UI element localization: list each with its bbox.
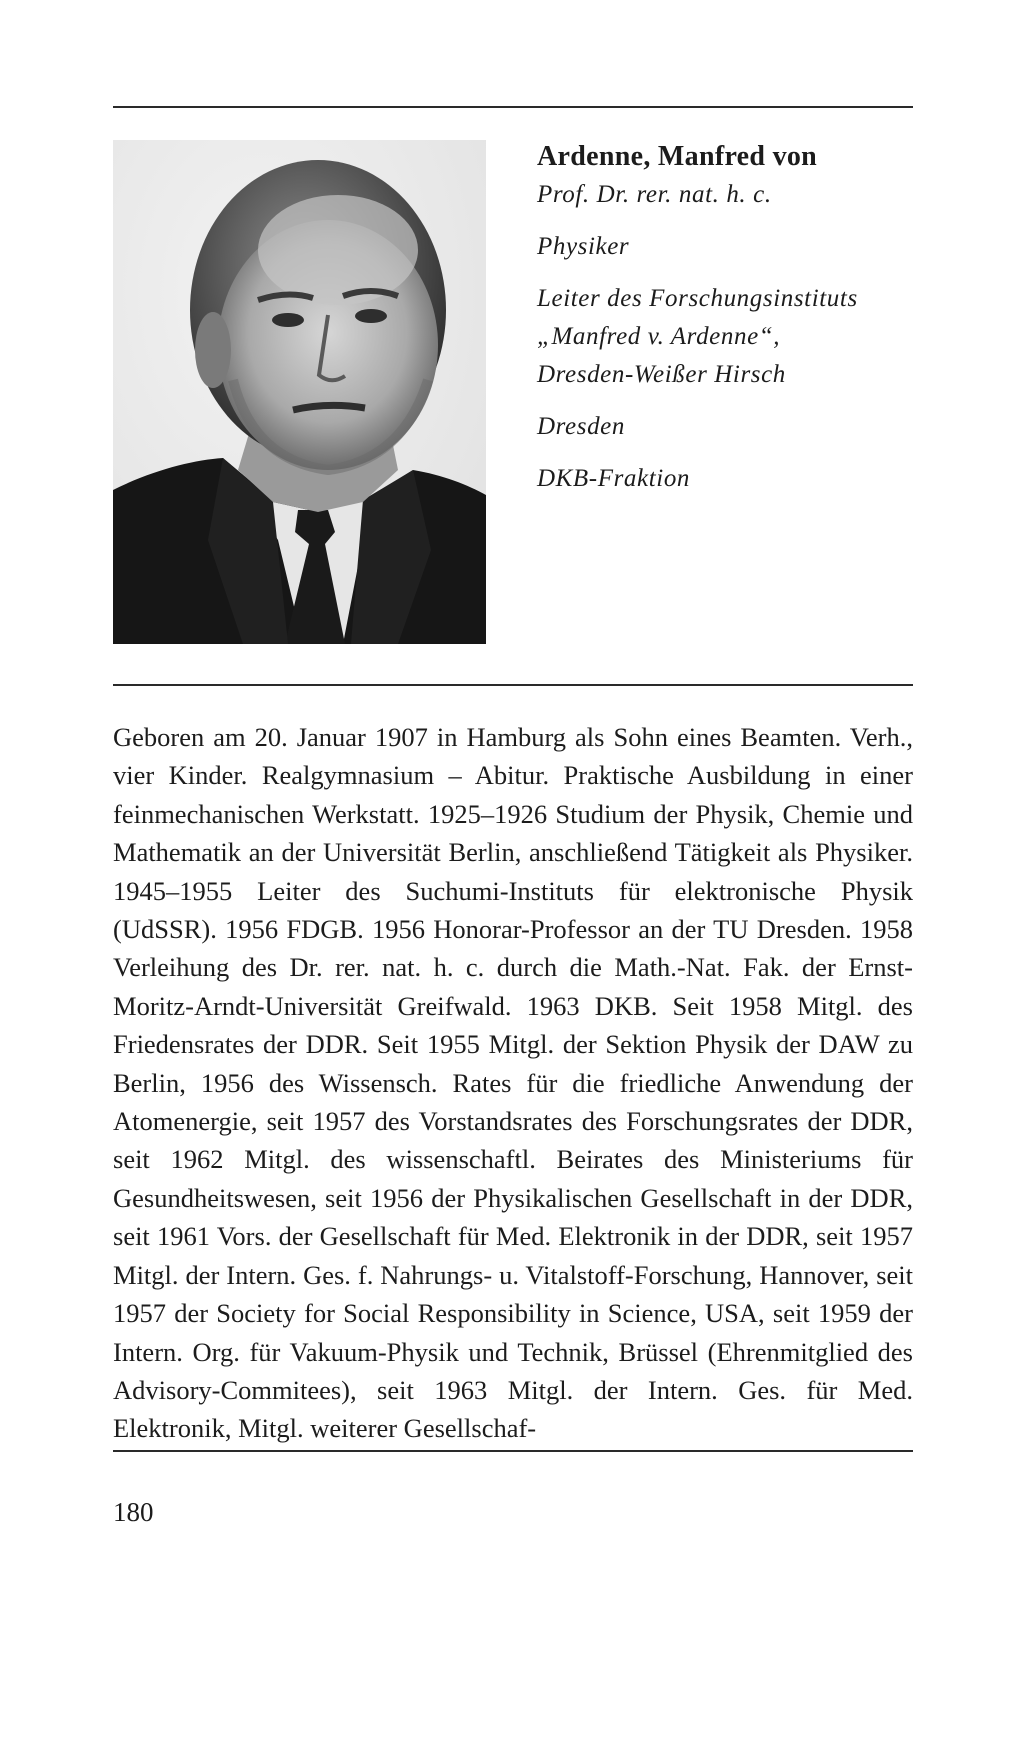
faction: DKB-Fraktion	[537, 465, 691, 492]
constituency: Dresden	[537, 413, 625, 440]
entry-header	[537, 138, 913, 498]
position-line: Dresden-Weißer Hirsch	[537, 361, 786, 388]
profession: Physiker	[537, 233, 630, 260]
position-line: Leiter des Forschungsinstituts	[537, 285, 858, 312]
bottom-rule	[113, 1450, 913, 1452]
portrait-photo	[113, 140, 486, 644]
page-number: 180	[113, 1497, 154, 1527]
position-line: „Manfred v. Ardenne“,	[537, 323, 781, 350]
person-name: Ardenne, Manfred von	[537, 141, 818, 172]
top-rule	[113, 106, 913, 108]
academic-title: Prof. Dr. rer. nat. h. c.	[537, 181, 772, 208]
middle-rule	[113, 684, 913, 686]
biography-text: Geboren am 20. Januar 1907 in Hamburg als Sohn eines Beamten. Verh., vier Kinder. Realgymnasium – Abitur. Praktische Ausbildung in einer feinmechanischen Werkstatt. 1925–1926 Studium der Physik, Chemie und Mathematik an der Universität Berlin, anschließend Tätigkeit als Physiker. 1945–1955 Leiter des Suchumi-Instituts für elektronische Physik (UdSSR). 1956 FDGB. 1956 Honorar-Professor an der TU Dresden. 1958 Verleihung des Dr. rer. nat. h. c. durch die Math.-Nat. Fak. der Ernst-Moritz-Arndt-Universität Greifwald. 1963 DKB. Seit 1958 Mitgl. des Friedensrates der DDR. Seit 1955 Mitgl. der Sektion Physik der DAW zu Berlin, 1956 des Wissensch. Rates für die friedliche Anwendung der Atomenergie, seit 1957 des Vorstandsrates des Forschungsrates der DDR, seit 1962 Mitgl. des wissenschaftl. Beirates des Ministeriums für Gesundheitswesen, seit 1956 der Physikalischen Gesellschaft in der DDR, seit 1961 Vors. der Gesellschaft für Med. Elektronik in der DDR, seit 1957 Mitgl. der Intern. Ges. f. Nahrungs- u. Vitalstoff-Forschung, Hannover, seit 1957 der Society for Social Responsibility in Science, USA, seit 1959 der Intern. Org. für Vakuum-Physik und Technik, Brüssel (Ehrenmitglied des Advisory-Commitees), seit 1963 Mitgl. der Intern. Ges. für Med. Elektronik, Mitgl. weiterer Gesellschaf-	[113, 722, 913, 1444]
